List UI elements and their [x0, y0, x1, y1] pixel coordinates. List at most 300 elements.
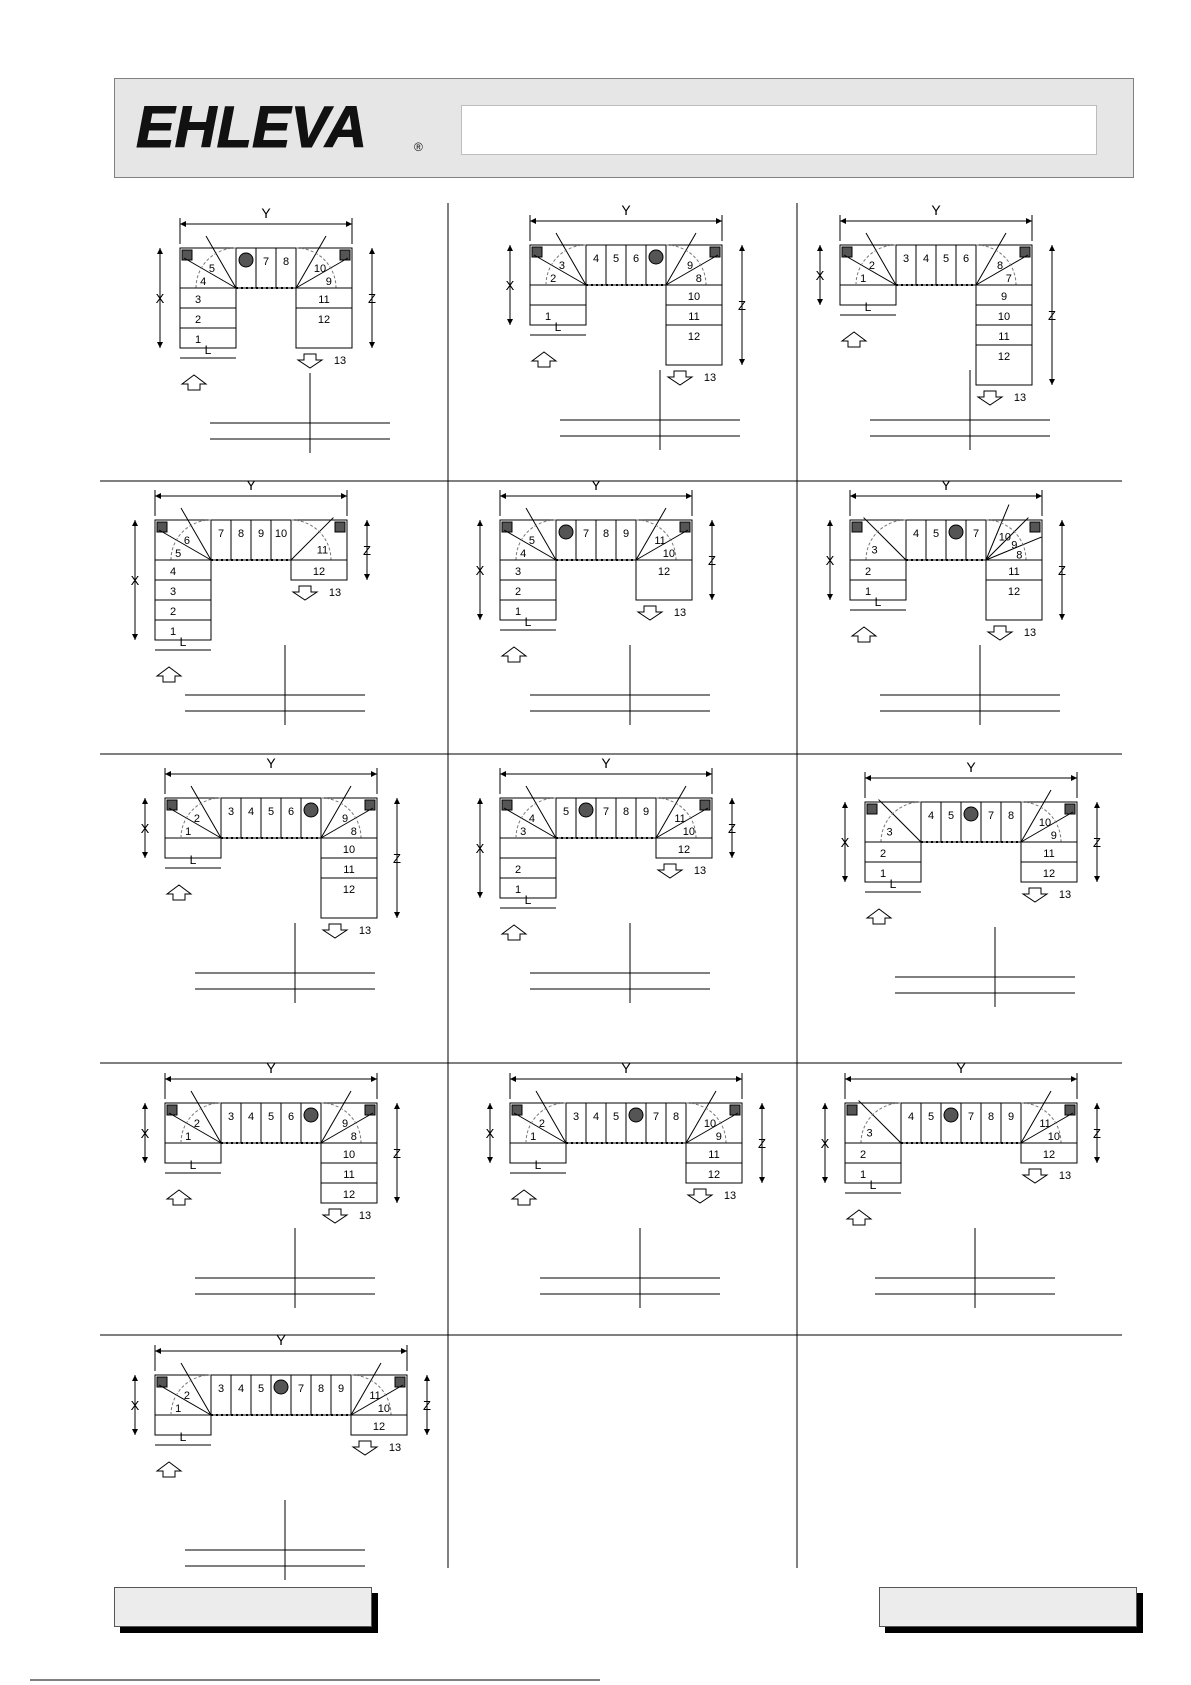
logo-wordmark: EHLEVA [136, 95, 367, 159]
corner-post-icon [167, 1105, 177, 1115]
step-number: 4 [922, 253, 930, 265]
top-step-number: 13 [328, 587, 342, 599]
step-number: 12 [1007, 586, 1021, 598]
step-number: 8 [350, 1130, 357, 1143]
stair-diagram-svg [470, 477, 800, 750]
winder-line [866, 233, 896, 285]
step-number: 7 [297, 1383, 305, 1395]
winder-line [1021, 1091, 1051, 1143]
step-number: 11 [1008, 566, 1020, 578]
logo-registered-mark: ® [414, 140, 423, 154]
step-number: 1 [859, 1169, 867, 1181]
x-dimension-label: X [155, 291, 165, 306]
step-number: 6 [962, 253, 970, 265]
step-number: 8 [695, 272, 702, 285]
step-number: 9 [1050, 829, 1057, 842]
corner-post-icon [710, 247, 720, 257]
step-number: 7 [582, 528, 590, 540]
down-arrow-icon [638, 606, 662, 620]
z-dimension-label: Z [728, 821, 736, 836]
top-step-number: 13 [1058, 889, 1072, 901]
step-number: 4 [907, 1111, 915, 1123]
l-dimension-label: L [889, 877, 897, 891]
winder-line [526, 508, 556, 560]
step-number: 1 [185, 825, 192, 838]
stair-diagram-12 [815, 1060, 1145, 1333]
winder-line [859, 1101, 901, 1143]
step-number: 8 [622, 806, 630, 818]
corner-post-icon [167, 800, 177, 810]
stair-diagram-svg [815, 1060, 1145, 1333]
corner-post-icon [365, 1105, 375, 1115]
stair-diagram-6 [820, 477, 1150, 750]
down-arrow-icon [988, 626, 1012, 640]
stair-diagram-svg [500, 202, 830, 475]
x-dimension-label: X [840, 835, 850, 850]
top-step-number: 13 [358, 1210, 372, 1222]
x-dimension-label: X [485, 1126, 495, 1141]
corner-post-icon [395, 1377, 405, 1387]
footer-right-box [879, 1587, 1137, 1627]
y-dimension-label: Y [941, 477, 951, 493]
step-number: 7 [967, 1111, 975, 1123]
pillar-icon [944, 1108, 958, 1122]
stair-left-leg [180, 288, 236, 348]
stair-diagram-svg [810, 202, 1140, 475]
stair-diagram-svg [820, 477, 1150, 750]
winder-line [686, 1091, 716, 1143]
step-number: 1 [194, 334, 202, 346]
step-number: 6 [287, 1111, 295, 1123]
up-arrow-icon [842, 332, 866, 347]
step-number: 7 [1005, 272, 1012, 285]
step-number: 3 [169, 586, 177, 598]
winder-line [636, 508, 666, 560]
step-number: 3 [866, 1127, 873, 1140]
pillar-icon [559, 525, 573, 539]
down-arrow-icon [668, 371, 692, 385]
stair-diagram-svg [125, 1332, 455, 1605]
footer-left-box [114, 1587, 372, 1627]
x-dimension-label: X [815, 268, 825, 283]
pillar-icon [304, 1108, 318, 1122]
down-arrow-icon [688, 1189, 712, 1203]
step-number: 2 [183, 1390, 191, 1403]
l-dimension-label: L [874, 595, 882, 609]
step-number: 3 [886, 826, 893, 839]
z-dimension-label: Z [708, 553, 716, 568]
step-number: 3 [194, 294, 202, 306]
corner-post-icon [365, 800, 375, 810]
step-number: 8 [1007, 810, 1015, 822]
corner-post-icon [730, 1105, 740, 1115]
step-number: 2 [868, 260, 876, 273]
l-dimension-label: L [534, 1158, 542, 1172]
z-dimension-label: Z [1058, 563, 1066, 578]
l-dimension-label: L [179, 635, 187, 649]
step-number: 9 [715, 1130, 722, 1143]
step-number: 10 [703, 1118, 717, 1131]
step-number: 8 [987, 1111, 995, 1123]
step-number: 9 [341, 813, 349, 826]
z-dimension-label: Z [738, 298, 746, 313]
step-number: 11 [1039, 1118, 1051, 1131]
step-number: 12 [687, 331, 701, 343]
step-number: 10 [342, 844, 356, 856]
up-arrow-icon [167, 885, 191, 900]
step-number: 10 [313, 263, 327, 276]
pillar-icon [649, 250, 663, 264]
stair-diagram-9 [835, 759, 1165, 1032]
step-number: 10 [997, 311, 1011, 323]
winder-line [321, 786, 351, 838]
z-dimension-label: Z [393, 1146, 401, 1161]
step-number: 3 [871, 544, 878, 557]
up-arrow-icon [532, 352, 556, 367]
stair-diagram-10 [135, 1060, 465, 1333]
down-arrow-icon [658, 864, 682, 878]
step-number: 12 [1042, 868, 1056, 880]
x-dimension-label: X [140, 821, 150, 836]
stair-diagram-svg [125, 477, 455, 750]
x-dimension-label: X [130, 573, 140, 588]
stair-diagram-svg [135, 755, 465, 1028]
corner-post-icon [335, 522, 345, 532]
step-number: 5 [947, 810, 955, 822]
step-number: 5 [612, 1111, 620, 1123]
step-number: 4 [927, 810, 935, 822]
step-number: 2 [514, 864, 522, 876]
step-number: 5 [208, 263, 216, 276]
step-number: 9 [642, 806, 650, 818]
stair-diagram-svg [480, 1060, 810, 1333]
corner-post-icon [532, 247, 542, 257]
step-number: 12 [342, 884, 356, 896]
up-arrow-icon [502, 925, 526, 940]
step-number: 10 [687, 291, 701, 303]
winder-line [181, 508, 211, 560]
corner-post-icon [1065, 1105, 1075, 1115]
top-step-number: 13 [703, 372, 717, 384]
step-number: 11 [343, 1169, 355, 1181]
step-number: 2 [859, 1149, 867, 1161]
step-number: 11 [318, 294, 330, 306]
step-number: 7 [987, 810, 995, 822]
step-number: 1 [544, 311, 552, 323]
pillar-icon [629, 1108, 643, 1122]
step-number: 7 [652, 1111, 660, 1123]
step-number: 12 [312, 566, 326, 578]
step-number: 7 [972, 528, 980, 540]
stair-diagram-2 [500, 202, 830, 475]
up-arrow-icon [512, 1190, 536, 1205]
step-number: 1 [860, 272, 867, 285]
stair-diagram-1 [150, 205, 480, 478]
step-number: 9 [341, 1118, 349, 1131]
step-number: 5 [175, 547, 182, 560]
step-number: 12 [372, 1421, 386, 1433]
step-number: 9 [325, 275, 332, 288]
step-number: 12 [997, 351, 1011, 363]
step-number: 2 [169, 606, 177, 618]
step-number: 1 [530, 1130, 537, 1143]
stair-diagram-11 [480, 1060, 810, 1333]
down-arrow-icon [1023, 888, 1047, 902]
winder-line [1021, 790, 1051, 842]
pillar-icon [579, 803, 593, 817]
step-number: 5 [528, 535, 536, 548]
up-arrow-icon [167, 1190, 191, 1205]
step-number: 11 [343, 864, 355, 876]
step-number: 2 [514, 586, 522, 598]
up-arrow-icon [502, 647, 526, 662]
x-dimension-label: X [505, 278, 515, 293]
pillar-icon [949, 525, 963, 539]
step-number: 8 [672, 1111, 680, 1123]
top-step-number: 13 [723, 1190, 737, 1202]
z-dimension-label: Z [368, 291, 376, 306]
step-number: 5 [562, 806, 570, 818]
step-number: 11 [369, 1390, 381, 1403]
step-number: 9 [337, 1383, 345, 1395]
winder-line [526, 786, 556, 838]
corner-post-icon [700, 800, 710, 810]
corner-post-icon [867, 804, 877, 814]
up-arrow-icon [852, 627, 876, 642]
step-number: 4 [912, 528, 920, 540]
step-number: 4 [528, 813, 536, 826]
step-number: 11 [998, 331, 1010, 343]
corner-post-icon [842, 247, 852, 257]
top-step-number: 13 [358, 925, 372, 937]
step-number: 1 [864, 586, 872, 598]
y-dimension-label: Y [956, 1060, 966, 1076]
y-dimension-label: Y [276, 1332, 286, 1348]
z-dimension-label: Z [363, 543, 371, 558]
step-number: 10 [1047, 1130, 1060, 1143]
corner-post-icon [680, 522, 690, 532]
step-number: 11 [654, 535, 666, 548]
step-number: 9 [622, 528, 630, 540]
step-number: 2 [193, 813, 201, 826]
z-dimension-label: Z [1093, 1126, 1101, 1141]
step-number: 8 [237, 528, 245, 540]
z-dimension-label: Z [1048, 308, 1056, 323]
winder-line [536, 1091, 566, 1143]
y-dimension-label: Y [621, 202, 631, 218]
step-number: 3 [902, 253, 910, 265]
y-dimension-label: Y [591, 477, 601, 493]
stair-diagram-8 [470, 755, 800, 1028]
step-number: 3 [227, 806, 235, 818]
winder-line [666, 233, 696, 285]
step-number: 5 [267, 806, 275, 818]
down-arrow-icon [353, 1441, 377, 1455]
step-number: 4 [247, 1111, 255, 1123]
step-number: 2 [550, 272, 557, 285]
step-number: 9 [1007, 1111, 1015, 1123]
stair-left-leg [500, 838, 556, 898]
down-arrow-icon [293, 586, 317, 600]
top-step-number: 13 [333, 355, 347, 367]
step-number: 11 [1043, 848, 1055, 860]
step-number: 2 [864, 566, 872, 578]
up-arrow-icon [157, 667, 181, 682]
x-dimension-label: X [820, 1136, 830, 1151]
step-number: 9 [1011, 539, 1018, 552]
winder-line [321, 1091, 351, 1143]
step-number: 8 [602, 528, 610, 540]
step-number: 10 [274, 528, 288, 540]
pillar-icon [304, 803, 318, 817]
x-dimension-label: X [475, 563, 485, 578]
step-number: 7 [262, 256, 270, 268]
x-dimension-label: X [130, 1398, 140, 1413]
step-number: 9 [686, 260, 694, 273]
step-number: 6 [183, 535, 191, 548]
step-number: 3 [514, 566, 522, 578]
step-number: 12 [707, 1169, 721, 1181]
corner-post-icon [502, 800, 512, 810]
step-number: 12 [657, 566, 671, 578]
y-dimension-label: Y [261, 205, 271, 221]
winder-line [191, 1091, 221, 1143]
x-dimension-label: X [140, 1126, 150, 1141]
step-number: 1 [514, 606, 522, 618]
step-number: 7 [602, 806, 610, 818]
step-number: 8 [282, 256, 290, 268]
corner-post-icon [1065, 804, 1075, 814]
y-dimension-label: Y [966, 759, 976, 775]
stair-diagram-5 [470, 477, 800, 750]
down-arrow-icon [323, 924, 347, 938]
step-number: 10 [662, 547, 675, 560]
l-dimension-label: L [864, 300, 872, 314]
l-dimension-label: L [869, 1178, 877, 1192]
step-number: 4 [169, 566, 177, 578]
z-dimension-label: Z [393, 851, 401, 866]
step-number: 3 [227, 1111, 235, 1123]
up-arrow-icon [182, 375, 206, 390]
top-step-number: 13 [388, 1442, 402, 1454]
step-number: 11 [674, 813, 686, 826]
step-number: 8 [996, 260, 1004, 273]
step-number: 12 [317, 314, 331, 326]
corner-post-icon [512, 1105, 522, 1115]
stair-diagram-13 [125, 1332, 455, 1605]
y-dimension-label: Y [601, 755, 611, 771]
step-number: 4 [237, 1383, 245, 1395]
corner-post-icon [1030, 522, 1040, 532]
winder-line [879, 800, 921, 842]
step-number: 11 [708, 1149, 720, 1161]
stair-diagram-svg [150, 205, 480, 478]
stair-diagram-svg [470, 755, 800, 1028]
step-number: 4 [592, 253, 600, 265]
pillar-icon [239, 253, 253, 267]
up-arrow-icon [867, 909, 891, 924]
step-number: 2 [194, 314, 202, 326]
step-number: 1 [185, 1130, 192, 1143]
step-number: 8 [350, 825, 357, 838]
step-number: 3 [572, 1111, 580, 1123]
y-dimension-label: Y [266, 755, 276, 771]
step-number: 2 [879, 848, 887, 860]
x-dimension-label: X [475, 841, 485, 856]
step-number: 4 [247, 806, 255, 818]
l-dimension-label: L [179, 1430, 187, 1444]
winder-line [556, 233, 586, 285]
step-number: 4 [520, 547, 527, 560]
down-arrow-icon [978, 391, 1002, 405]
corner-post-icon [340, 250, 350, 260]
step-number: 5 [257, 1383, 265, 1395]
step-number: 1 [169, 626, 177, 638]
step-number: 8 [317, 1383, 325, 1395]
y-dimension-label: Y [931, 202, 941, 218]
up-arrow-icon [847, 1210, 871, 1225]
step-number: 3 [520, 825, 527, 838]
y-dimension-label: Y [266, 1060, 276, 1076]
stair-diagram-3 [810, 202, 1140, 475]
z-dimension-label: Z [423, 1398, 431, 1413]
step-number: 10 [1038, 817, 1052, 830]
step-number: 11 [688, 311, 700, 323]
y-dimension-label: Y [621, 1060, 631, 1076]
step-number: 12 [342, 1189, 356, 1201]
step-number: 12 [1042, 1149, 1056, 1161]
step-number: 10 [342, 1149, 356, 1161]
step-number: 10 [998, 531, 1012, 544]
winder-line [976, 233, 1006, 285]
l-dimension-label: L [204, 343, 212, 357]
corner-post-icon [502, 522, 512, 532]
step-number: 5 [267, 1111, 275, 1123]
step-number: 6 [632, 253, 640, 265]
winder-line [206, 236, 236, 288]
y-dimension-label: Y [246, 477, 256, 493]
corner-post-icon [1020, 247, 1030, 257]
x-dimension-label: X [825, 553, 835, 568]
step-number: 10 [682, 825, 695, 838]
step-number: 3 [217, 1383, 225, 1395]
winder-line [351, 1363, 381, 1415]
stair-diagram-svg [135, 1060, 465, 1333]
winder-line [191, 786, 221, 838]
step-number: 4 [592, 1111, 600, 1123]
down-arrow-icon [298, 354, 322, 368]
step-number: 12 [677, 844, 691, 856]
step-number: 2 [193, 1118, 201, 1131]
winder-line [181, 1363, 211, 1415]
step-number: 6 [287, 806, 295, 818]
step-number: 10 [377, 1402, 390, 1415]
step-number: 5 [612, 253, 620, 265]
step-number: 5 [942, 253, 950, 265]
stair-diagram-7 [135, 755, 465, 1028]
corner-post-icon [157, 1377, 167, 1387]
step-number: 11 [316, 544, 329, 557]
stair-left-leg [500, 560, 556, 620]
stair-diagram-svg [835, 759, 1165, 1032]
top-step-number: 13 [673, 607, 687, 619]
up-arrow-icon [157, 1462, 181, 1477]
step-number: 1 [514, 884, 522, 896]
winder-line [296, 236, 326, 288]
step-number: 1 [879, 868, 887, 880]
step-number: 5 [932, 528, 940, 540]
down-arrow-icon [323, 1209, 347, 1223]
